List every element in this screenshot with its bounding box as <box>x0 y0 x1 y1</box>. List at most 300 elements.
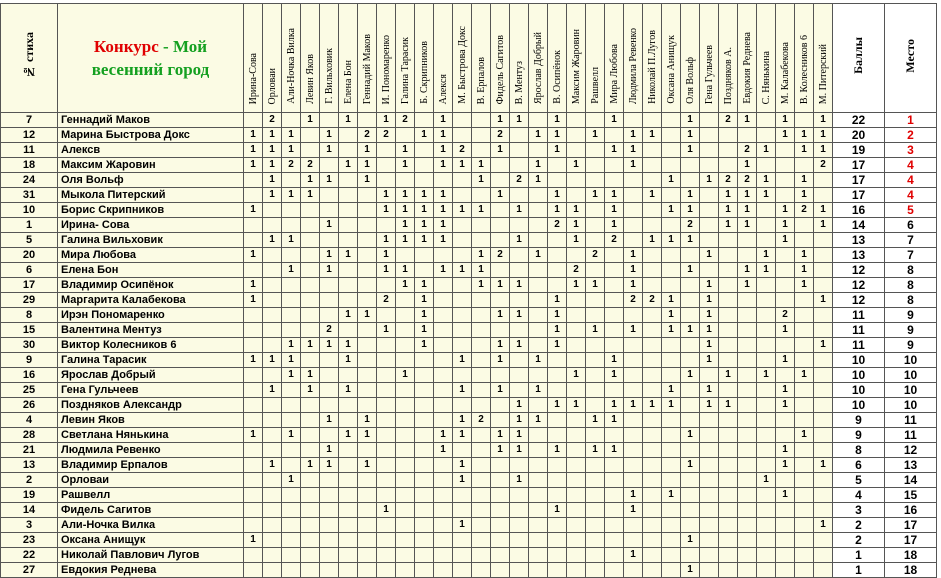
vote-cell: 1 <box>681 128 700 143</box>
vote-cell <box>472 293 491 308</box>
judge-column-header <box>738 4 757 113</box>
judge-name: Рашвелл <box>589 67 601 104</box>
vote-cell <box>358 203 377 218</box>
vote-cell <box>700 143 719 158</box>
vote-cell: 1 <box>396 188 415 203</box>
vote-cell <box>605 278 624 293</box>
vote-cell <box>491 398 510 413</box>
judge-name: С. Нянькина <box>760 50 772 104</box>
judge-column-header <box>795 4 814 113</box>
vote-cell <box>510 503 529 518</box>
vote-cell <box>700 473 719 488</box>
vote-cell <box>548 473 567 488</box>
vote-cell <box>795 563 814 578</box>
vote-cell <box>624 338 643 353</box>
vote-cell <box>263 503 282 518</box>
table-row <box>1 458 937 473</box>
vote-cell: 1 <box>700 353 719 368</box>
author-name: Али-Ночка Вилка <box>58 518 244 533</box>
author-name: Светлана Нянькина <box>58 428 244 443</box>
vote-cell: 2 <box>643 293 662 308</box>
vote-cell <box>472 503 491 518</box>
vote-cell <box>510 293 529 308</box>
vote-cell <box>795 533 814 548</box>
vote-cell <box>567 293 586 308</box>
vote-cell: 1 <box>776 323 795 338</box>
vote-cell <box>320 353 339 368</box>
vote-cell: 1 <box>681 533 700 548</box>
vote-cell: 2 <box>358 128 377 143</box>
vote-cell <box>643 353 662 368</box>
vote-cell <box>320 188 339 203</box>
score-value: 4 <box>833 488 885 503</box>
vote-cell <box>662 413 681 428</box>
vote-cell <box>814 488 833 503</box>
vote-cell <box>700 203 719 218</box>
vote-cell <box>624 518 643 533</box>
vote-cell: 1 <box>548 503 567 518</box>
place-value: 8 <box>885 263 937 278</box>
vote-cell <box>814 563 833 578</box>
author-name: Мыкола Питерский <box>58 188 244 203</box>
table-row <box>1 218 937 233</box>
judge-name: Орловаи <box>266 67 278 104</box>
score-value: 1 <box>833 548 885 563</box>
place-value: 4 <box>885 173 937 188</box>
judge-column-header <box>301 4 320 113</box>
vote-cell: 1 <box>510 428 529 443</box>
vote-cell <box>434 173 453 188</box>
place-value: 17 <box>885 518 937 533</box>
table-row <box>1 128 937 143</box>
vote-cell <box>643 443 662 458</box>
vote-cell: 1 <box>320 338 339 353</box>
vote-cell: 1 <box>605 113 624 128</box>
vote-cell: 1 <box>301 338 320 353</box>
vote-cell <box>548 248 567 263</box>
vote-cell: 1 <box>681 233 700 248</box>
author-name: Оля Вольф <box>58 173 244 188</box>
vote-cell <box>776 473 795 488</box>
vote-cell: 1 <box>776 113 795 128</box>
vote-cell <box>377 143 396 158</box>
vote-cell <box>320 518 339 533</box>
vote-cell: 1 <box>529 173 548 188</box>
vote-cell: 1 <box>301 113 320 128</box>
vote-cell: 1 <box>700 278 719 293</box>
vote-cell: 1 <box>567 278 586 293</box>
vote-cell <box>320 488 339 503</box>
judge-name: Оля Вольф <box>684 57 696 104</box>
vote-cell <box>510 263 529 278</box>
vote-cell <box>586 293 605 308</box>
vote-cell <box>643 158 662 173</box>
vote-cell: 1 <box>244 293 263 308</box>
judge-name: Б. Скрипников <box>418 41 430 104</box>
vote-cell: 2 <box>624 293 643 308</box>
vote-cell <box>719 518 738 533</box>
vote-cell: 1 <box>301 458 320 473</box>
vote-cell: 1 <box>339 158 358 173</box>
place-value: 14 <box>885 473 937 488</box>
vote-cell: 1 <box>244 158 263 173</box>
vote-cell <box>643 458 662 473</box>
vote-cell <box>396 548 415 563</box>
vote-cell: 1 <box>282 128 301 143</box>
vote-cell: 1 <box>244 248 263 263</box>
judge-column-header <box>453 4 472 113</box>
vote-cell <box>320 368 339 383</box>
vote-cell <box>719 503 738 518</box>
vote-cell <box>339 503 358 518</box>
vote-cell <box>776 248 795 263</box>
vote-cell <box>795 488 814 503</box>
vote-cell <box>681 548 700 563</box>
vote-cell <box>776 338 795 353</box>
vote-cell: 1 <box>510 443 529 458</box>
vote-cell <box>510 563 529 578</box>
vote-cell <box>662 473 681 488</box>
vote-cell <box>738 338 757 353</box>
vote-cell <box>776 563 795 578</box>
vote-cell <box>643 503 662 518</box>
vote-cell: 1 <box>244 353 263 368</box>
vote-cell: 1 <box>624 503 643 518</box>
table-row <box>1 158 937 173</box>
vote-cell <box>586 503 605 518</box>
vote-cell <box>681 398 700 413</box>
vote-cell <box>738 128 757 143</box>
vote-cell <box>643 563 662 578</box>
vote-cell <box>320 383 339 398</box>
vote-cell <box>548 158 567 173</box>
vote-cell <box>567 563 586 578</box>
vote-cell <box>757 518 776 533</box>
vote-cell: 2 <box>738 143 757 158</box>
vote-cell: 1 <box>605 353 624 368</box>
vote-cell <box>681 473 700 488</box>
vote-cell <box>662 443 681 458</box>
vote-cell <box>719 323 738 338</box>
judge-name: Гена Гульчеев <box>703 44 715 104</box>
vote-cell: 1 <box>795 248 814 263</box>
vote-cell <box>795 233 814 248</box>
author-name: Николай Павлович Лугов <box>58 548 244 563</box>
vote-cell: 1 <box>244 128 263 143</box>
vote-cell <box>396 518 415 533</box>
table-row <box>1 518 937 533</box>
vote-cell: 1 <box>491 308 510 323</box>
vote-cell: 1 <box>415 308 434 323</box>
judge-name: И. Пономаренко <box>380 34 392 104</box>
poem-number: 12 <box>1 128 58 143</box>
vote-cell <box>301 503 320 518</box>
vote-cell <box>757 158 776 173</box>
vote-cell: 2 <box>472 413 491 428</box>
vote-cell: 1 <box>263 143 282 158</box>
vote-cell <box>301 218 320 233</box>
vote-cell <box>529 548 548 563</box>
table-row <box>1 143 937 158</box>
vote-cell <box>738 383 757 398</box>
vote-cell <box>814 308 833 323</box>
poem-number: 26 <box>1 398 58 413</box>
vote-cell: 1 <box>776 443 795 458</box>
score-value: 10 <box>833 353 885 368</box>
judge-column-header <box>396 4 415 113</box>
vote-cell: 1 <box>282 353 301 368</box>
vote-cell <box>567 458 586 473</box>
vote-cell <box>320 308 339 323</box>
vote-cell <box>339 203 358 218</box>
vote-cell <box>491 218 510 233</box>
vote-cell <box>814 188 833 203</box>
vote-cell <box>377 443 396 458</box>
vote-cell <box>567 323 586 338</box>
vote-cell <box>548 518 567 533</box>
place-value: 9 <box>885 338 937 353</box>
place-value: 13 <box>885 458 937 473</box>
vote-cell: 1 <box>491 278 510 293</box>
vote-cell <box>377 563 396 578</box>
vote-cell <box>510 353 529 368</box>
vote-cell <box>643 323 662 338</box>
vote-cell: 1 <box>567 203 586 218</box>
vote-cell <box>586 173 605 188</box>
vote-cell <box>415 383 434 398</box>
place-value: 8 <box>885 293 937 308</box>
vote-cell <box>415 113 434 128</box>
vote-cell <box>396 488 415 503</box>
vote-cell: 1 <box>529 383 548 398</box>
vote-cell <box>244 173 263 188</box>
vote-cell <box>700 563 719 578</box>
vote-cell <box>320 563 339 578</box>
poem-number: 19 <box>1 488 58 503</box>
vote-cell <box>377 218 396 233</box>
judge-column-header <box>719 4 738 113</box>
vote-cell <box>472 368 491 383</box>
author-name: Ирина- Сова <box>58 218 244 233</box>
vote-cell <box>586 143 605 158</box>
vote-cell: 1 <box>263 233 282 248</box>
vote-cell <box>643 338 662 353</box>
vote-cell: 1 <box>415 233 434 248</box>
vote-cell <box>605 323 624 338</box>
vote-cell: 1 <box>757 473 776 488</box>
vote-cell <box>605 158 624 173</box>
vote-cell: 1 <box>605 203 624 218</box>
poem-number: 9 <box>1 353 58 368</box>
vote-cell: 2 <box>301 158 320 173</box>
vote-cell <box>244 503 263 518</box>
vote-cell <box>453 128 472 143</box>
vote-cell: 1 <box>662 173 681 188</box>
vote-cell <box>700 428 719 443</box>
vote-cell <box>510 518 529 533</box>
place-column-header: Место <box>885 4 937 113</box>
table-row <box>1 443 937 458</box>
vote-cell <box>282 203 301 218</box>
vote-cell <box>567 383 586 398</box>
vote-cell: 1 <box>396 233 415 248</box>
vote-cell <box>643 368 662 383</box>
vote-cell <box>244 518 263 533</box>
vote-cell <box>624 563 643 578</box>
judge-name: В. Колесников 6 <box>798 34 810 104</box>
place-value: 9 <box>885 323 937 338</box>
vote-cell <box>662 458 681 473</box>
vote-cell <box>434 368 453 383</box>
vote-cell: 1 <box>624 143 643 158</box>
vote-cell <box>567 173 586 188</box>
vote-cell <box>757 413 776 428</box>
vote-cell <box>377 473 396 488</box>
vote-cell <box>415 548 434 563</box>
vote-cell: 1 <box>814 338 833 353</box>
vote-cell <box>605 518 624 533</box>
vote-cell <box>814 548 833 563</box>
vote-cell <box>396 308 415 323</box>
vote-cell: 1 <box>548 443 567 458</box>
vote-cell <box>681 383 700 398</box>
vote-cell <box>282 323 301 338</box>
vote-cell: 1 <box>624 158 643 173</box>
place-value: 16 <box>885 503 937 518</box>
vote-cell <box>282 413 301 428</box>
vote-cell: 1 <box>301 368 320 383</box>
vote-cell <box>415 443 434 458</box>
vote-cell <box>339 173 358 188</box>
vote-cell <box>434 413 453 428</box>
place-value: 3 <box>885 143 937 158</box>
vote-cell: 1 <box>795 263 814 278</box>
vote-cell: 1 <box>434 218 453 233</box>
vote-cell: 1 <box>415 203 434 218</box>
vote-cell <box>605 488 624 503</box>
vote-cell <box>396 473 415 488</box>
vote-cell: 1 <box>567 158 586 173</box>
judge-name: В. Ментуз <box>513 60 525 104</box>
vote-cell <box>548 488 567 503</box>
vote-cell <box>434 503 453 518</box>
vote-cell <box>643 518 662 533</box>
vote-cell <box>814 413 833 428</box>
score-value: 5 <box>833 473 885 488</box>
vote-cell: 1 <box>814 218 833 233</box>
author-name: Мира Любова <box>58 248 244 263</box>
vote-cell <box>339 518 358 533</box>
vote-cell <box>510 143 529 158</box>
vote-cell <box>377 173 396 188</box>
vote-cell <box>662 518 681 533</box>
poem-number: 4 <box>1 413 58 428</box>
judge-column-header <box>548 4 567 113</box>
vote-cell: 2 <box>510 173 529 188</box>
vote-cell <box>757 533 776 548</box>
poem-number: 14 <box>1 503 58 518</box>
vote-cell <box>567 143 586 158</box>
vote-cell <box>700 413 719 428</box>
vote-cell <box>624 233 643 248</box>
vote-cell <box>453 278 472 293</box>
vote-cell: 1 <box>396 203 415 218</box>
place-value: 10 <box>885 383 937 398</box>
vote-cell <box>263 443 282 458</box>
score-value: 9 <box>833 413 885 428</box>
vote-cell: 1 <box>757 173 776 188</box>
vote-cell: 2 <box>814 158 833 173</box>
vote-cell <box>472 428 491 443</box>
vote-cell <box>624 383 643 398</box>
vote-cell: 1 <box>396 143 415 158</box>
vote-cell <box>472 308 491 323</box>
vote-cell <box>681 518 700 533</box>
vote-cell <box>377 458 396 473</box>
vote-cell: 1 <box>453 458 472 473</box>
vote-cell <box>415 353 434 368</box>
vote-cell <box>244 263 263 278</box>
vote-cell <box>529 533 548 548</box>
vote-cell: 1 <box>415 323 434 338</box>
vote-cell <box>434 548 453 563</box>
author-name: Елена Бон <box>58 263 244 278</box>
vote-cell: 1 <box>681 203 700 218</box>
vote-cell: 1 <box>719 218 738 233</box>
vote-cell <box>244 413 263 428</box>
vote-cell: 1 <box>567 398 586 413</box>
judge-name: Елена Бон <box>342 60 354 104</box>
vote-cell <box>529 428 548 443</box>
vote-cell <box>415 263 434 278</box>
vote-cell: 1 <box>586 413 605 428</box>
poem-number: 17 <box>1 278 58 293</box>
vote-cell <box>377 383 396 398</box>
vote-cell: 1 <box>244 143 263 158</box>
vote-cell: 1 <box>548 188 567 203</box>
vote-cell: 1 <box>624 488 643 503</box>
vote-cell <box>719 533 738 548</box>
vote-cell <box>567 248 586 263</box>
vote-cell: 1 <box>776 458 795 473</box>
vote-cell: 1 <box>814 203 833 218</box>
vote-cell: 1 <box>776 398 795 413</box>
author-name: Маргарита Калабекова <box>58 293 244 308</box>
vote-cell <box>358 293 377 308</box>
place-value: 7 <box>885 248 937 263</box>
vote-cell <box>415 488 434 503</box>
vote-cell <box>814 353 833 368</box>
vote-cell: 2 <box>548 218 567 233</box>
vote-cell: 1 <box>624 128 643 143</box>
table-row <box>1 473 937 488</box>
vote-cell: 1 <box>434 443 453 458</box>
vote-cell <box>263 278 282 293</box>
judge-column-header <box>605 4 624 113</box>
vote-cell <box>662 533 681 548</box>
vote-cell <box>453 323 472 338</box>
place-value: 11 <box>885 428 937 443</box>
vote-cell: 2 <box>719 173 738 188</box>
table-row <box>1 248 937 263</box>
judge-column-header <box>662 4 681 113</box>
vote-cell: 1 <box>434 233 453 248</box>
vote-cell: 1 <box>567 368 586 383</box>
vote-cell <box>662 503 681 518</box>
vote-cell <box>700 233 719 248</box>
place-value: 10 <box>885 398 937 413</box>
judge-name: Али-Ночка Вилка <box>285 28 297 104</box>
